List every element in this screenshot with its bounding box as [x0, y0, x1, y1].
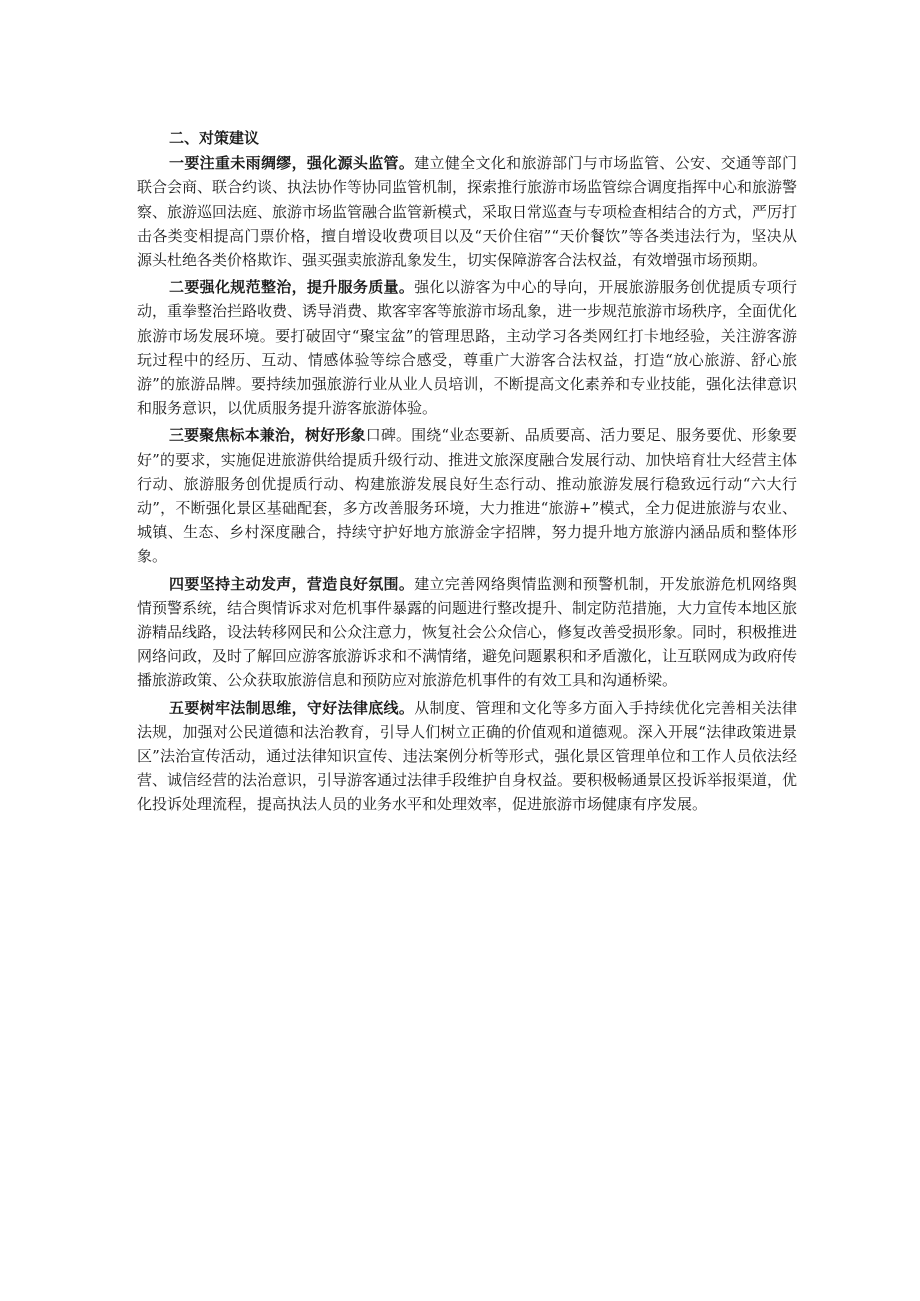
section-title: 二、对策建议: [169, 129, 260, 147]
paragraph-4: [137, 572, 797, 693]
paragraph-1: [137, 151, 797, 272]
paragraph-5: [137, 696, 797, 817]
paragraph-2-lead: 二要强化规范整治，提升服务质量。: [169, 278, 415, 297]
paragraph-3: [137, 423, 797, 568]
paragraph-1-body: 建立健全文化和旅游部门与市场监管、公安、交通等部门联合会商、联合约谈、执法协作等协同监管机制，探索推行旅游市场监管综合调度指挥中心和旅游警察、旅游巡回法庭、旅游市场监管融合监管新模式，采取日常巡查与专项检查相结合的方式，严厉打击各类变相提高门票价格，擅自增设收费项目以及“天价住宿”“天价餐饮”等各类违法行为，坚决从源头杜绝各类价格欺诈、强买强卖旅游乱象发生，切实保障游客合法权益，有效增强市场预期。: [137, 154, 798, 270]
document-page: [137, 126, 797, 817]
paragraph-3-body: 口碑。围绕“业态要新、品质要高、活力要足、服务要优、形象要好”的要求，实施促进旅游供给提质升级行动、推进文旅深度融合发展行动、加快培育壮大经营主体行动、旅游服务创优提质行动、构建旅游发展良好生态行动、推动旅游发展行稳致远行动“六大行动”，不断强化景区基础配套，多方改善服务环境，大力推进“旅游+”模式，全力促进旅游与农业、城镇、生态、乡村深度融合，持续守护好地方旅游金字招牌，努力提升地方旅游内涵品质和整体形象。: [137, 426, 797, 566]
paragraph-5-body: 从制度、管理和文化等多方面入手持续优化完善相关法律法规，加强对公民道德和法治教育，引导人们树立正确的价值观和道德观。深入开展“法律政策进景区”法治宣传活动，通过法律知识宣传、违法案例分析等形式，强化景区管理单位和工作人员依法经营、诚信经营的法治意识，引导游客通过法律手段维护自身权益。要积极畅通景区投诉举报渠道，优化投诉处理流程，提高执法人员的业务水平和处理效率，促进旅游市场健康有序发展。: [137, 698, 798, 814]
paragraph-4-lead: 四要坚持主动发声，营造良好氛围。: [169, 574, 415, 593]
paragraph-4-body: 建立完善网络舆情监测和预警机制，开发旅游危机网络舆情预警系统，结合舆情诉求对危机事件暴露的问题进行整改提升、制定防范措施，大力宣传本地区旅游精品线路，设法转移网民和公众注意力，恢复社会公众信心，修复改善受损形象。同时，积极推进网络问政，及时了解回应游客旅游诉求和不满情绪，避免问题累积和矛盾激化，让互联网成为政府传播旅游政策、公众获取旅游信息和预防应对旅游危机事件的有效工具和沟通桥梁。: [137, 574, 798, 690]
paragraph-5-lead: 五要树牢法制思维，守好法律底线。: [169, 698, 415, 717]
paragraph-2-body: 强化以游客为中心的导向，开展旅游服务创优提质专项行动，重拳整治拦路收费、诱导消费、欺客宰客等旅游市场乱象，进一步规范旅游市场秩序，全面优化旅游市场发展环境。要打破固守“聚宝盆”的管理思路，主动学习各类网红打卡地经验，关注游客游玩过程中的经历、互动、情感体验等综合感受，尊重广大游客合法权益，打造“放心旅游、舒心旅游”的旅游品牌。要持续加强旅游行业从业人员培训，不断提高文化素养和专业技能，强化法律意识和服务意识，以优质服务提升游客旅游体验。: [137, 278, 798, 418]
paragraph-3-lead: 三要聚焦标本兼治，树好形象: [169, 426, 366, 445]
paragraph-1-lead: 一要注重未雨绸缪，强化源头监管。: [169, 154, 415, 173]
paragraph-2: [137, 275, 797, 420]
